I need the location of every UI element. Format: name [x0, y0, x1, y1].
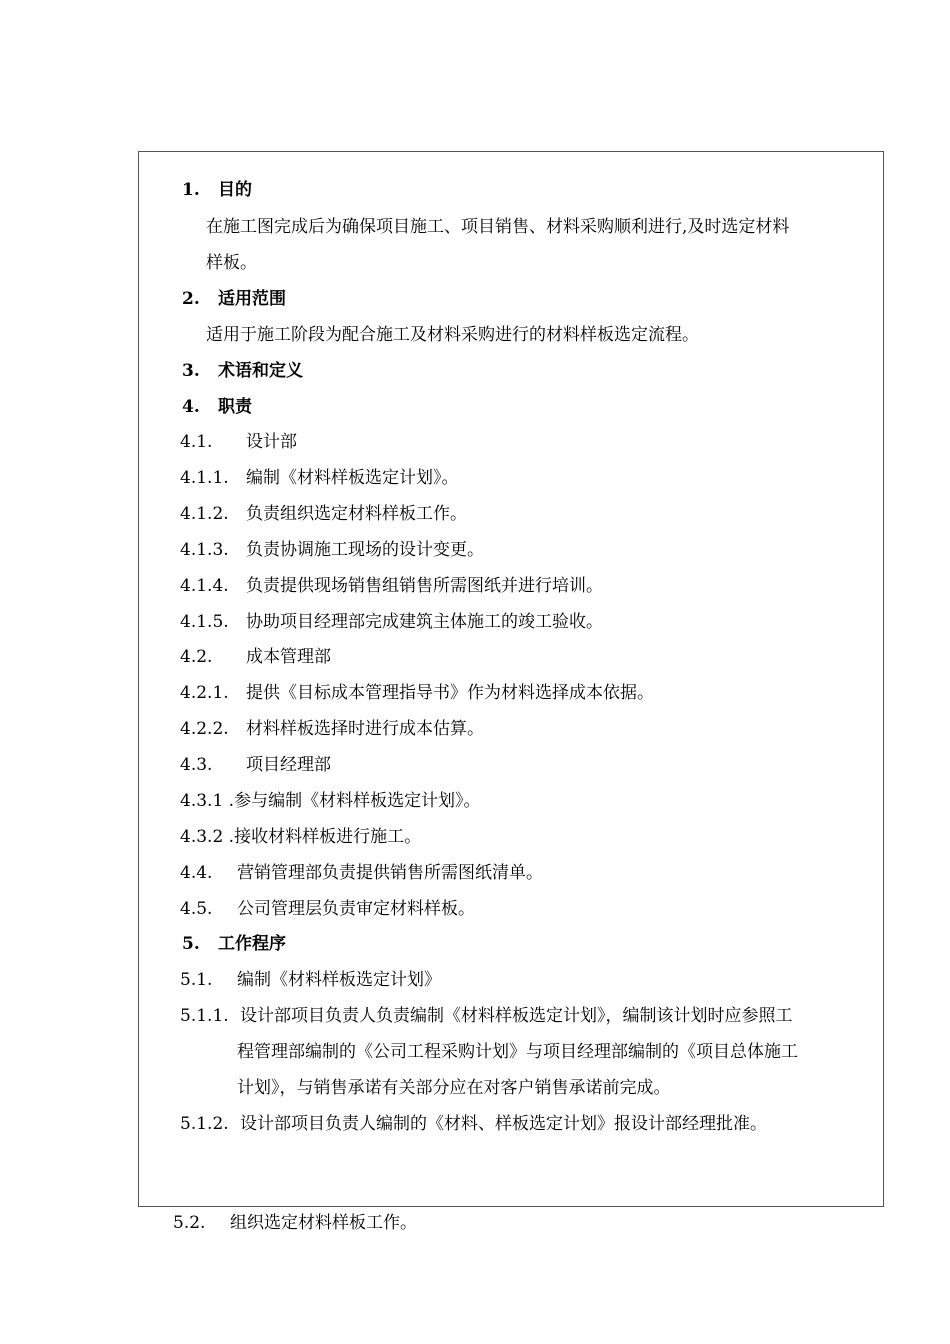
section-4-3-2: 4.3.2 .接收材料样板进行施工。: [180, 827, 422, 847]
section-4-1-4: 4.1.4. 负责提供现场销售组销售所需图纸并进行培训。: [180, 576, 603, 596]
section-4-2: 4.2. 成本管理部: [180, 647, 331, 667]
heading-1: 1. 目的: [182, 180, 252, 200]
paragraph-1-line-2: 样板。: [206, 253, 257, 273]
section-4-3-1: 4.3.1 .参与编制《材料样板选定计划》。: [180, 791, 481, 811]
section-4-1-1: 4.1.1. 编制《材料样板选定计划》。: [180, 468, 459, 488]
section-4-1-3: 4.1.3. 负责协调施工现场的设计变更。: [180, 540, 484, 560]
section-4-2-1: 4.2.1. 提供《目标成本管理指导书》作为材料选择成本依据。: [180, 683, 654, 703]
section-5-1-1-line-1: 5.1.1. 设计部项目负责人负责编制《材料样板选定计划》，编制该计划时应参照工: [180, 1006, 793, 1026]
section-5-1-2: 5.1.2. 设计部项目负责人编制的《材料、样板选定计划》报设计部经理批准。: [180, 1114, 767, 1134]
section-4-5: 4.5. 公司管理层负责审定材料样板。: [180, 899, 475, 919]
paragraph-2: 适用于施工阶段为配合施工及材料采购进行的材料样板选定流程。: [206, 325, 699, 345]
section-5-1-1-line-3: 计划》，与销售承诺有关部分应在对客户销售承诺前完成。: [237, 1078, 671, 1098]
section-5-1-1-line-2: 程管理部编制的《公司工程采购计划》与项目经理部编制的《项目总体施工: [237, 1042, 798, 1062]
section-5-2: 5.2. 组织选定材料样板工作。: [173, 1213, 417, 1233]
paragraph-1-line-1: 在施工图完成后为确保项目施工、项目销售、材料采购顺利进行,及时选定材料: [206, 217, 790, 237]
heading-4: 4. 职责: [182, 397, 252, 417]
heading-5: 5. 工作程序: [182, 934, 286, 954]
section-5-1: 5.1. 编制《材料样板选定计划》: [180, 970, 441, 990]
section-4-1-5: 4.1.5. 协助项目经理部完成建筑主体施工的竣工验收。: [180, 612, 603, 632]
section-4-1-2: 4.1.2. 负责组织选定材料样板工作。: [180, 504, 467, 524]
section-4-4: 4.4. 营销管理部负责提供销售所需图纸清单。: [180, 863, 543, 883]
heading-2: 2. 适用范围: [182, 289, 286, 309]
section-4-2-2: 4.2.2. 材料样板选择时进行成本估算。: [180, 719, 484, 739]
section-4-3: 4.3. 项目经理部: [180, 755, 331, 775]
heading-3: 3. 术语和定义: [182, 361, 303, 381]
section-4-1: 4.1. 设计部: [180, 432, 297, 452]
